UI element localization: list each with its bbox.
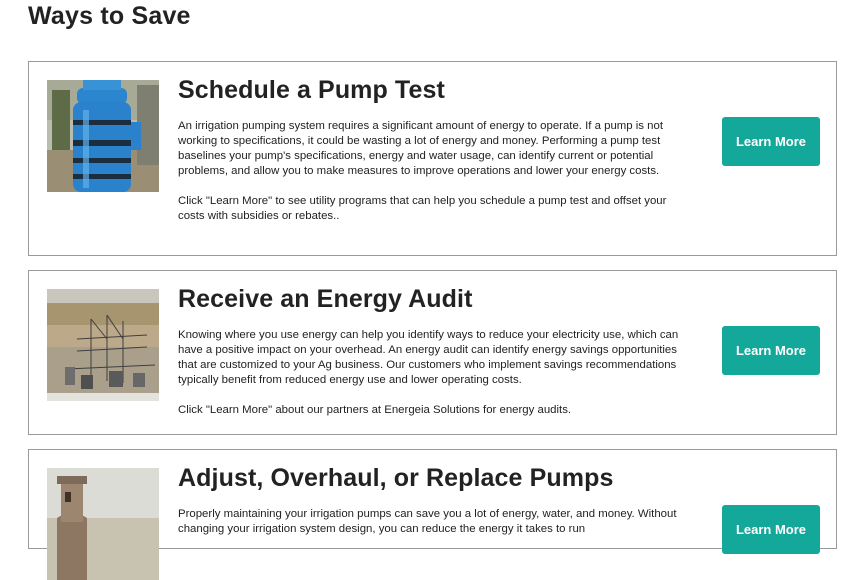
card-description <box>178 507 693 552</box>
card-energy-audit <box>28 270 837 435</box>
card-paragraph: An irrigation pumping system requires a significant amount of energy to operate. If a pump is not working to specifications, it could be wasting a lot of energy and money. Performing a pump test baselines your pump's specifications, energy and water usage, can identify current or potential problems, and allow you to make measures to improve operations and lower your energy costs. <box>178 120 663 177</box>
card-paragraph: Click "Learn More" about our partners at Energeia Solutions for energy audits. <box>178 404 572 416</box>
page-title: Ways to Save <box>28 2 191 30</box>
learn-more-button[interactable]: Learn More <box>722 117 820 166</box>
card-description <box>178 328 693 433</box>
substation-photo <box>47 289 159 401</box>
pump-tower-photo <box>47 468 159 580</box>
pump-photo <box>47 80 159 192</box>
card-pump-replace <box>28 449 837 549</box>
card-title: Schedule a Pump Test <box>178 76 445 104</box>
learn-more-button[interactable]: Learn More <box>722 326 820 375</box>
learn-more-button[interactable]: Learn More <box>722 505 820 554</box>
card-title: Receive an Energy Audit <box>178 285 473 313</box>
card-paragraph: Knowing where you use energy can help you identify ways to reduce your electricity use, which can have a positive impact on your overhead. An energy audit can identify energy savings opportunities that are customized to your Ag business. Our customers who implement savings recommendations typically benefit from reduced energy use and lower operating costs. <box>178 329 679 386</box>
card-title: Adjust, Overhaul, or Replace Pumps <box>178 464 614 492</box>
card-paragraph: Properly maintaining your irrigation pumps can save you a lot of energy, water, and money. Without changing your irrigation system design, you can reduce the energy it takes to run <box>178 508 677 535</box>
card-pump-test <box>28 61 837 256</box>
card-description <box>178 119 693 239</box>
card-paragraph: Click "Learn More" to see utility programs that can help you schedule a pump test and offset your costs with subsidies or rebates.. <box>178 195 667 222</box>
